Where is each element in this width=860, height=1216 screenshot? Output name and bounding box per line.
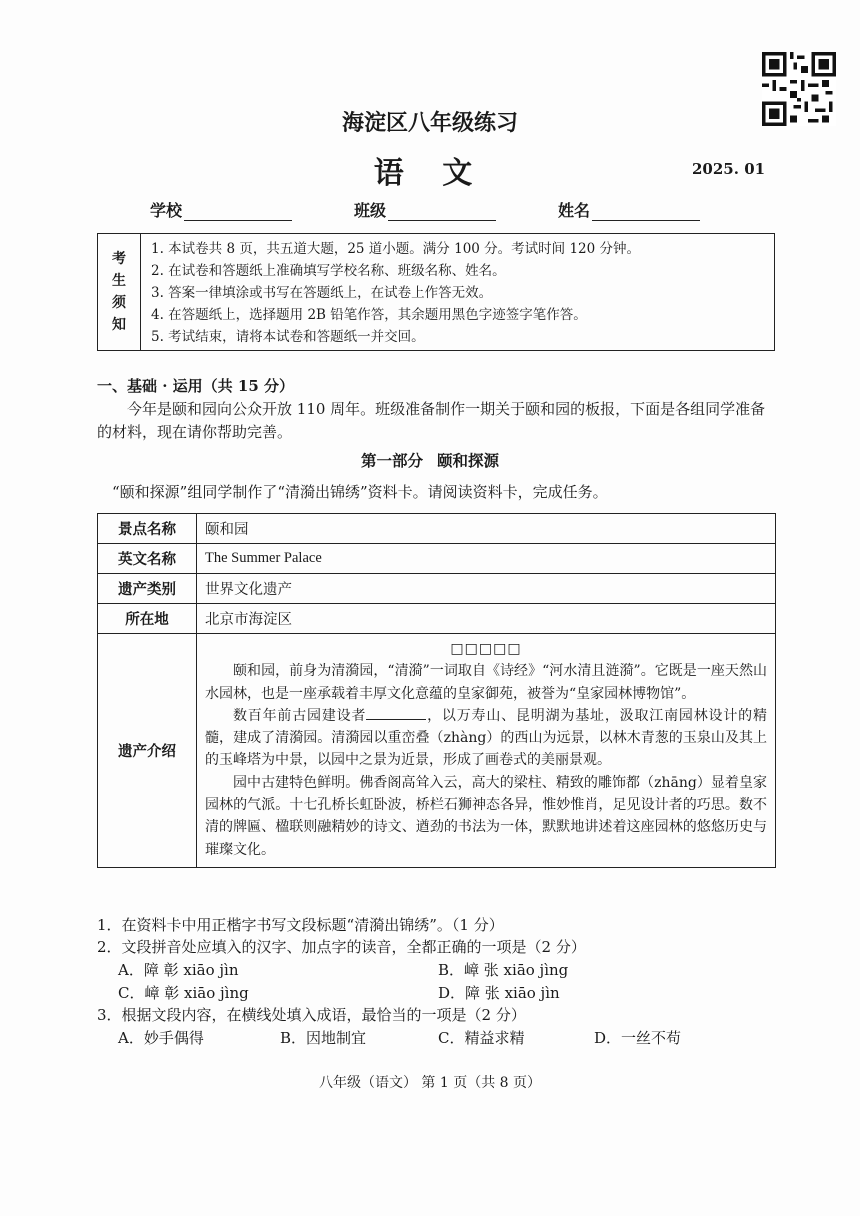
option-c[interactable]: C．嶂 彰 xiāo jìng: [118, 984, 249, 1002]
option-b[interactable]: B．因地制宜: [280, 1029, 367, 1047]
card-value: 世界文化遗产: [197, 574, 776, 604]
option-c[interactable]: C．精益求精: [438, 1029, 525, 1047]
card-value: 北京市海淀区: [197, 604, 776, 634]
question-3: 3．根据文段内容，在横线处填入成语，最恰当的一项是（2 分）: [97, 1006, 526, 1024]
option-a[interactable]: A．障 彰 xiāo jìn: [118, 961, 239, 979]
notice-item: 1. 本试卷共 8 页，共五道大题，25 道小题。满分 100 分。考试时间 120 分钟。: [151, 241, 641, 257]
question-2-options-row2: [118, 982, 758, 1003]
name-label: 姓名: [558, 201, 591, 220]
part-heading: [0, 449, 860, 471]
card-key: 遗产类别: [98, 574, 197, 604]
school-blank[interactable]: [184, 202, 292, 221]
title-boxes[interactable]: □□□□□: [450, 641, 522, 657]
card-value: 颐和园: [197, 514, 776, 544]
card-value: The Summer Palace: [197, 544, 776, 574]
card-key: 所在地: [98, 604, 197, 634]
table-row: [98, 514, 776, 544]
table-row: [98, 634, 776, 868]
class-label: 班级: [354, 201, 387, 220]
part-name: 颐和探源: [437, 451, 500, 470]
idiom-blank[interactable]: [366, 705, 426, 720]
card-key: 景点名称: [98, 514, 197, 544]
card-key: 英文名称: [98, 544, 197, 574]
notice-list: [141, 234, 640, 350]
notice-item: 5. 考试结束，请将本试卷和答题纸一并交回。: [151, 329, 425, 345]
question-3-options: [118, 1027, 758, 1048]
table-row: [98, 574, 776, 604]
notice-item: 2. 在试卷和答题纸上准确填写学校名称、班级名称、姓名。: [151, 263, 506, 279]
name-field[interactable]: [558, 198, 700, 221]
notice-item: 3. 答案一律填涂或书写在答题纸上，在试卷上作答无效。: [151, 285, 493, 301]
exam-notice-box: [97, 233, 775, 351]
school-label: 学校: [150, 201, 183, 220]
info-card-table: [97, 513, 776, 868]
question-2: 2．文段拼音处应填入的汉字、加点字的读音，全都正确的一项是（2 分）: [97, 938, 586, 956]
intro-paragraph: 颐和园，前身为清漪园，“清漪”一词取自《诗经》“河水清且涟漪”。它既是一座天然山水园林，也是一座承载着丰厚文化意蕴的皇家御苑，被誉为“皇家园林博物馆”。: [205, 663, 767, 702]
page-footer: 八年级（语文） 第 1 页（共 8 页）: [318, 1075, 542, 1091]
intro-paragraph: 数百年前古园建设者 ，以万寿山、昆明湖为基址，汲取江南园林设计的精髓，建成了清漪园。清漪园以重峦叠（zhàng）的西山为远景，以林木青葱的玉泉山及其上的玉峰塔为中景，以园中之景为近景，形成了画卷式的美丽景观。: [205, 705, 767, 772]
intro-paragraph: 园中古建特色鲜明。佛香阁高耸入云，高大的梁柱、精致的雕饰都（zhāng）显着皇家园林的气派。十七孔桥长虹卧波，桥栏石狮神态各异，惟妙惟肖，足见设计者的巧思。数不清的牌匾、楹联则融精妙的诗文、遒劲的书法为一体，默默地讲述着这座园林的悠悠历史与璀璨文化。: [205, 774, 767, 858]
part-description: “颐和探源”组同学制作了“清漪出锦绣”资料卡。请阅读资料卡，完成任务。: [112, 483, 608, 501]
section-heading: 一、基础 · 运用（共 15 分）: [97, 377, 294, 395]
option-d[interactable]: D．一丝不苟: [594, 1029, 682, 1047]
part-label: 第一部分: [360, 451, 423, 470]
option-b[interactable]: B．嶂 张 xiāo jìng: [438, 961, 569, 979]
heritage-intro: [197, 634, 776, 868]
subject-title: 语 文: [373, 156, 487, 191]
notice-label: 考 生 须 知: [98, 234, 141, 350]
option-a[interactable]: A．妙手偶得: [118, 1029, 204, 1047]
card-key: 遗产介绍: [98, 634, 197, 868]
class-blank[interactable]: [388, 202, 496, 221]
question-1: 1．在资料卡中用正楷字书写文段标题“清漪出锦绣”。（1 分）: [97, 916, 504, 934]
notice-item: 4. 在答题纸上，选择题用 2B 铅笔作答，其余题用黑色字迹签字笔作答。: [151, 307, 587, 323]
table-row: [98, 604, 776, 634]
class-field[interactable]: [354, 198, 496, 221]
section-intro: 今年是颐和园向公众开放 110 周年。班级准备制作一期关于颐和园的板报，下面是各组同学准备的材料，现在请你帮助完善。: [97, 400, 766, 441]
option-d[interactable]: D．障 张 xiāo jìn: [438, 984, 560, 1002]
name-blank[interactable]: [592, 202, 700, 221]
question-2-options-row1: [118, 959, 758, 980]
table-row: [98, 544, 776, 574]
school-field[interactable]: [150, 198, 292, 221]
exam-title: 海淀区八年级练习: [341, 110, 518, 136]
exam-date: 2025. 01: [692, 160, 766, 178]
